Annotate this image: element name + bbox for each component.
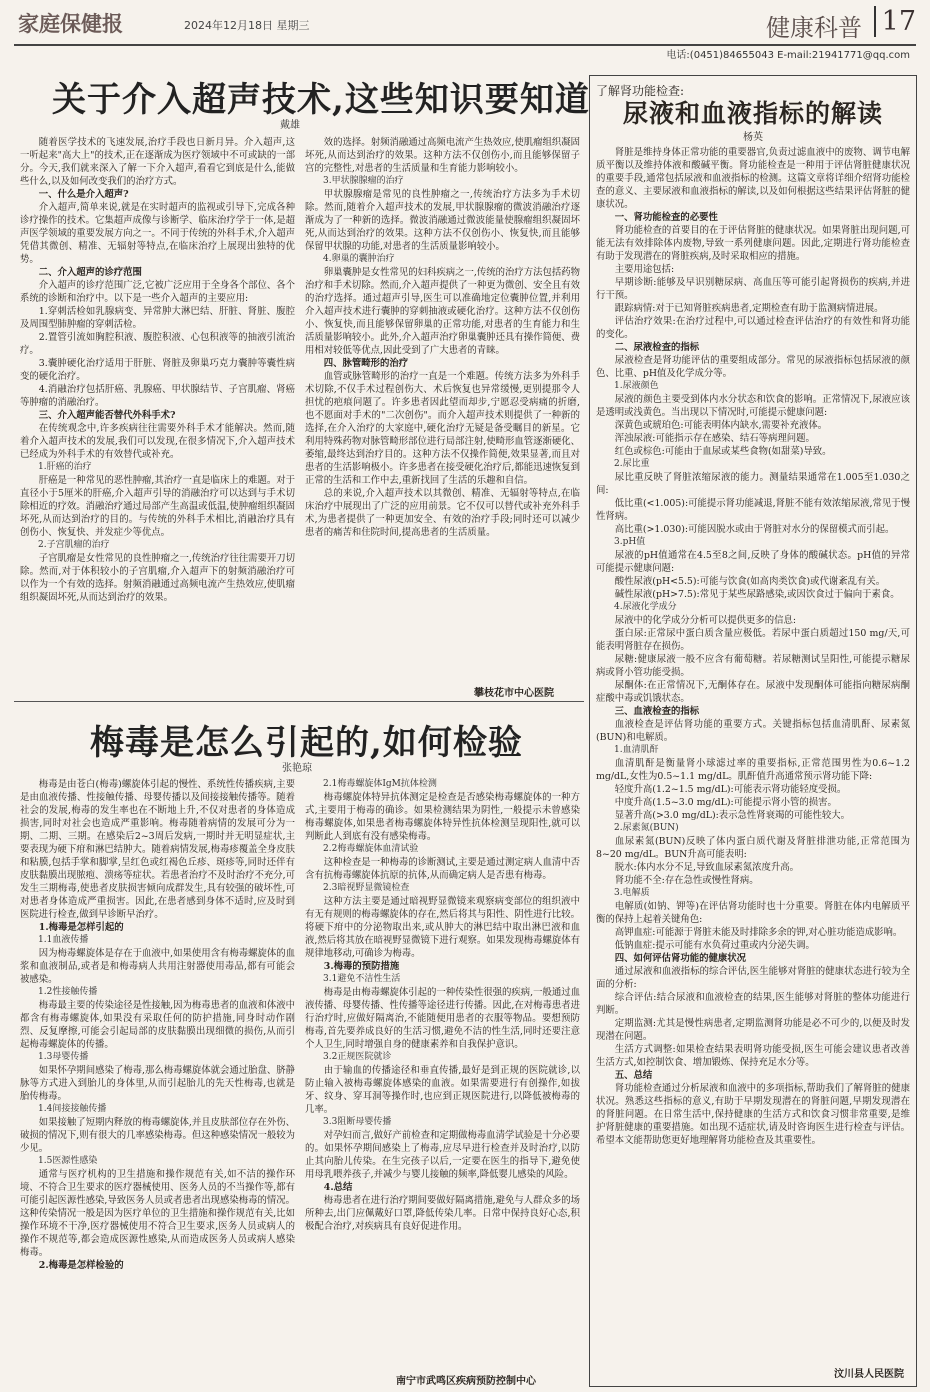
section-heading: 1.肝癌的治疗 — [38, 462, 92, 472]
section-heading: 1.尿液颜色 — [614, 381, 659, 391]
article-column — [20, 136, 295, 680]
section-heading: 4.总结 — [323, 1182, 353, 1193]
section-heading: 1.5医源性感染 — [38, 1156, 98, 1166]
paragraph: 尿比重反映了肾脏浓缩尿液的能力。测量结果通常在1.005至1.030之间: — [596, 472, 910, 496]
article-subtitle: 了解肾功能检查: — [596, 84, 685, 98]
contact-info: 电话:(0451)84655043 E-mail:21941771@qq.com — [666, 50, 910, 61]
paragraph: 效的选择。射频消融通过高频电流产生热效应,使肌瘤组织凝固坏死,从而达到治疗的效果。这种方法不仅创伤小,而且能够保留子宫的完整性,对患者的生活质量和生育能力影响较小。 — [305, 137, 580, 174]
paragraph: 如果怀孕期间感染了梅毒,那么梅毒螺旋体就会通过胎盘、脐静脉等方式进入到胎儿的身体里,从而引起胎儿的先天性梅毒,也就是胎传梅毒。 — [20, 1065, 295, 1102]
paragraph: 介入超声的诊疗范围广泛,它被广泛应用于全身各个部位、各个系统的诊断和治疗中。以下是一些介入超声的主要应用: — [20, 280, 295, 304]
paragraph: 血管或脉管畸形的治疗一直是一个难题。传统方法多为外科手术切除,不仅手术过程创伤大、术后恢复也异常缓慢,更别提那令人担忧的疤痕问题了。许多患者因此望而却步,宁愿忍受病痛的折磨,也不愿面对手术的"二次创伤"。而介入超声技术则提供了一种新的选择,在介入治疗的大家庭中,硬化治疗无疑是备受瞩目的新星。它利用特殊药物对脉管畸形部位进行局部注射,使畸形血管逐渐硬化、萎缩,最终达到治疗目的。这种方法不仅操作简便,效果显著,而且对患者的生活影响极小。许多患者在接受硬化治疗后,都能迅速恢复到正常的生活和工作中去,重新找回了生活的乐趣和自信。 — [305, 371, 580, 486]
section-heading: 2.3暗视野显微镜检查 — [323, 883, 410, 893]
paragraph: 红色或棕色:可能由于血尿或某些食物(如甜菜)导致。 — [614, 446, 832, 457]
paragraph: 高钾血症:可能源于肾脏未能及时排除多余的钾,对心脏功能造成影响。 — [614, 927, 903, 938]
paragraph: 肝癌是一种常见的恶性肿瘤,其治疗一直是临床上的难题。对于直径小于5厘米的肝癌,介入超声引导的消融治疗可以达到与手术切除相近的疗效。消融治疗通过局部产生高温或低温,使肿瘤组织凝固坏死,从而达到治疗的目的。与传统的外科手术相比,消融治疗具有创伤小、恢复快、并发症少等优点。 — [20, 475, 295, 538]
paragraph: 2.置管引流如胸腔积液、腹腔积液、心包积液等的抽液引流治疗。 — [20, 332, 295, 356]
section-heading: 3.2正规医院就诊 — [323, 1052, 392, 1062]
paragraph: 中度升高(1.5~3.0 mg/dL):可能提示肾小管的损害。 — [614, 797, 837, 808]
paragraph: 低比重(<1.005):可能提示肾功能减退,肾脏不能有效浓缩尿液,常见于慢性肾病。 — [596, 498, 910, 522]
paragraph: 这种方法主要是通过暗视野显微镜来观察病变部位的组织液中有无有规则的梅毒螺旋体的存在,然后将其与阳性、阴性进行比较。将硬下疳中的分泌物取出来,或从肿大的淋巴结中取出淋巴液和血液,然后将其放在暗视野显微镜下进行观察。如果发现梅毒螺旋体有规律地移动,可确诊为梅毒。 — [305, 896, 580, 959]
paragraph: 尿酮体:在正常情况下,无酮体存在。尿液中发现酮体可能指向糖尿病酮症酸中毒或饥饿状态。 — [596, 680, 910, 704]
article-syphilis — [14, 715, 584, 774]
paragraph: 这种检查是一种梅毒的诊断测试,主要是通过测定病人血清中否含有抗梅毒螺旋体抗原的抗体,从而确定病人是否患有梅毒。 — [305, 857, 580, 881]
paragraph: 肾脏是维持身体正常功能的重要器官,负责过滤血液中的废物、调节电解质平衡以及维持体液和酸碱平衡。肾功能检查是一种用于评估肾脏健康状况的重要手段,通常包括尿液和血液指标的检测。这篇文章将详细介绍肾功能检查的意义、主要尿液和血液指标的解读,以及如何根据这些结果评估肾脏的健康状况。 — [596, 147, 910, 210]
section-heading: 3.梅毒的预防措施 — [323, 961, 400, 972]
paragraph: 尿液中的化学成分分析可以提供更多的信息: — [614, 615, 797, 626]
paragraph: 高比重(>1.030):可能因脱水或由于肾脏对水分的保留模式而引起。 — [614, 524, 895, 535]
page-number: 17 — [874, 6, 916, 37]
paragraph: 梅毒患者在进行治疗期间要做好隔离措施,避免与人群众多的场所种去,出门应佩戴好口罩,降低传染几率。日常中保持良好心态,积极配合治疗,对疾病具有良好促进作用。 — [305, 1195, 580, 1232]
section-heading: 2.子宫肌瘤的治疗 — [38, 540, 110, 550]
article-affiliation: 攀枝花市中心医院 — [474, 688, 554, 699]
section-heading: 4.尿液化学成分 — [614, 602, 677, 612]
section-heading: 3.pH值 — [614, 537, 646, 547]
paragraph: 子宫肌瘤是女性常见的良性肿瘤之一,传统治疗往往需要开刀切除。然而,对于体积较小的子宫肌瘤,介入超声下的射频消融治疗可以作为一个有效的选择。射频消融通过高频电流产生热效应,使肌瘤组织凝固坏死,从而达到治疗的效果。 — [20, 553, 295, 603]
article-column — [305, 136, 580, 680]
paragraph: 卵巢囊肿是女性常见的妇科疾病之一,传统的治疗方法包括药物治疗和手术切除。然而,介入超声提供了一种更为微创、安全且有效的治疗选择。通过超声引导,医生可以准确地定位囊肿位置,并利用介入超声技术进行囊肿的穿刺抽液或硬化治疗。这种方法不仅创伤小、恢复快,而且能够保留卵巢的正常功能,对患者的生育能力和生活质量影响较小。此外,介入超声治疗卵巢囊肿还具有操作简便、费用相对较低等优点,因此受到了广大患者的青睐。 — [305, 267, 580, 356]
paragraph: 通过尿液和血液指标的综合评估,医生能够对肾脏的健康状态进行较为全面的分析: — [596, 966, 910, 990]
paragraph: 血尿素氮(BUN)反映了体内蛋白质代谢及肾脏排泄功能,正常范围为8~20 mg/dL。BUN升高可能表明: — [596, 836, 910, 860]
article-body — [20, 136, 580, 680]
section-heading: 二、介入超声的诊疗范围 — [38, 267, 142, 278]
paragraph: 肾功能不全:存在急性或慢性肾病。 — [614, 875, 759, 886]
section-title: 健康科普 — [766, 14, 862, 42]
paragraph: 轻度升高(1.2~1.5 mg/dL):可能表示肾功能轻度受损。 — [614, 784, 847, 795]
section-heading: 三、介入超声能否替代外科手术? — [38, 410, 176, 421]
paragraph: 由于输血的传播途径和垂直传播,最好是到正规的医院就诊,以防止输入被梅毒螺旋体感染的血液。如果需要进行有创操作,如拔牙、纹身、穿耳洞等操作时,也应到正规医院进行,以降低被梅毒的几率。 — [305, 1065, 580, 1115]
section-heading: 2.2梅毒螺旋体血清试验 — [323, 844, 419, 854]
page-header — [14, 6, 916, 46]
article-title: 梅毒是怎么引起的,如何检验 — [90, 723, 523, 763]
paragraph: 因为梅毒螺旋体是存在于血液中,如果使用含有梅毒螺旋体的血浆和血液制品,或者是和梅毒病人共用注射器使用毒品,都有可能会被感染。 — [20, 948, 295, 985]
section-heading: 2.梅毒是怎样检验的 — [38, 1260, 124, 1271]
article-kidney-function — [589, 75, 917, 1387]
section-heading: 三、血液检查的指标 — [614, 706, 700, 717]
paragraph: 血清肌酐是衡量肾小球滤过率的重要指标,正常范围男性为0.6~1.2 mg/dL,女性为0.5~1.1 mg/dL。肌酐值升高通常预示肾功能下降: — [596, 758, 910, 782]
paragraph: 生活方式调整:如果检查结果表明肾功能受损,医生可能会建议患者改善生活方式,如控制饮食、增加锻炼、保持充足水分等。 — [596, 1044, 910, 1068]
paragraph: 低钠血症:提示可能有水负荷过重或内分泌失调。 — [614, 940, 815, 951]
masthead: 家庭保健报 — [18, 11, 123, 36]
article-body — [596, 146, 910, 1358]
section-heading: 1.2性接触传播 — [38, 987, 98, 997]
paragraph: 4.消融治疗包括肝癌、乳腺癌、甲状腺结节、子宫肌瘤、肾癌等肿瘤的消融治疗。 — [20, 384, 295, 408]
section-heading: 五、总结 — [614, 1070, 653, 1081]
article-author: 张艳琼 — [282, 763, 312, 774]
paragraph: 3.囊肿硬化治疗适用于肝脏、肾脏及卵巢巧克力囊肿等囊性病变的硬化治疗。 — [20, 358, 295, 382]
section-heading: 2.尿比重 — [614, 459, 650, 469]
section-heading: 四、脉管畸形的治疗 — [323, 358, 409, 369]
paragraph: 肾功能检查通过分析尿液和血液中的多项指标,帮助我们了解肾脏的健康状况。熟悉这些指标的意义,有助于早期发现潜在的肾脏问题,早期发现潜在的肾脏问题。在日常生活中,保持健康的生活方式和饮食习惯非常重要,是维护肾脏健康的重要措施。如出现不适症状,请及时咨询医生进行检查与评估。希望本文能帮助您更好地理解肾功能检查及其重要性。 — [596, 1083, 910, 1146]
section-heading: 3.3阻断母婴传播 — [323, 1117, 392, 1127]
article-author: 戴雄 — [280, 120, 300, 131]
section-heading: 1.4间接接触传播 — [38, 1104, 107, 1114]
paragraph: 脱水:体内水分不足,导致血尿素氮浓度升高。 — [614, 862, 800, 873]
article-affiliation: 南宁市武鸣区疾病预防控制中心 — [396, 1376, 536, 1387]
paragraph: 早期诊断:能够及早识别糖尿病、高血压等可能引起肾损伤的疾病,并进行干预。 — [596, 277, 910, 301]
section-heading: 3.甲状腺腺瘤的治疗 — [323, 176, 404, 186]
article-column — [305, 778, 580, 1370]
section-heading: 2.1梅毒螺旋体IgM抗体检测 — [323, 779, 437, 789]
article-affiliation: 汶川县人民医院 — [834, 1369, 904, 1380]
article-title: 尿液和血液指标的解读 — [622, 99, 883, 128]
paragraph: 随着医学技术的飞速发展,治疗手段也日新月异。介入超声,这一听起来"高大上"的技术,正在逐渐成为医疗领域中不可或缺的一部分。今天,我们就来深入了解一下介入超声,看看它到底是什么,能做些什么,以及如何改变我们的治疗方式。 — [20, 137, 295, 187]
section-heading: 二、尿液检查的指标 — [614, 342, 700, 353]
section-heading: 1.3母婴传播 — [38, 1052, 89, 1062]
section-heading: 一、什么是介入超声? — [38, 189, 129, 200]
section-heading: 3.电解质 — [614, 888, 650, 898]
paragraph: 总的来说,介入超声技术以其微创、精准、无辐射等特点,在临床治疗中展现出了广泛的应用前景。它不仅可以替代或补充外科手术,为患者提供了一种更加安全、有效的治疗手段;同时还可以减少患者的痛苦和住院时间,提高患者的生活质量。 — [305, 488, 580, 538]
paragraph: 尿液检查是肾功能评估的重要组成部分。常见的尿液指标包括尿液的颜色、比重、pH值及化学成分等。 — [596, 355, 910, 379]
paragraph: 梅毒螺旋体特异抗体测定是检查是否感染梅毒螺旋体的一种方式,主要用于梅毒的确诊。如果检测结果为阴性,一般提示未曾感染梅毒螺旋体,如果患者梅毒螺旋体特异性抗体检测呈现阳性,就可以判断此人到底有没有感染梅毒。 — [305, 792, 580, 842]
paragraph: 介入超声,简单来说,就是在实时超声的监视或引导下,完成各种诊疗操作的技术。它集超声成像与诊断学、临床治疗学于一体,是超声医学领域的重要发展方向之一。不同于传统的外科手术,介入超声凭借其微创、精准、无辐射等特点,在临床治疗上展现出独特的优势。 — [20, 202, 295, 265]
paragraph: 尿液的颜色主要受到体内水分状态和饮食的影响。正常情况下,尿液应该是透明或浅黄色。当出现以下情况时,可能提示健康问题: — [596, 394, 910, 418]
paragraph: 在传统观念中,许多疾病往往需要外科手术才能解决。然而,随着介入超声技术的发展,我们可以发现,在很多情况下,介入超声技术已经成为外科手术的有效替代或补充。 — [20, 423, 295, 460]
section-heading: 1.梅毒是怎样引起的 — [38, 922, 124, 933]
paragraph: 1.穿刺活检如乳腺病变、异常肿大淋巴结、肝脏、肾脏、腹腔及周围型肺肿瘤的穿刺活检。 — [20, 306, 295, 330]
section-heading: 四、如何评估肾功能的健康状况 — [614, 953, 747, 964]
paragraph: 碱性尿液(pH>7.5):常见于某些尿路感染,或因饮食过于偏向于素食。 — [614, 589, 900, 600]
section-heading: 4.卵巢的囊肿治疗 — [323, 254, 395, 264]
section-heading: 1.血清肌酐 — [614, 745, 659, 755]
paragraph: 跟踪病情:对于已知肾脏疾病患者,定期检查有助于监测病情进展。 — [614, 303, 884, 314]
section-heading: 2.尿素氮(BUN) — [614, 823, 679, 833]
paragraph: 梅毒最主要的传染途径是性接触,因为梅毒患者的血液和体液中都含有梅毒螺旋体,如果没有采取任何的防护措施,同身时动作剧烈、反复摩擦,可能会引起局部的皮肤黏膜出现细微的损伤,从而引起梅毒螺旋体的传播。 — [20, 1000, 295, 1050]
paragraph: 浑浊尿液:可能指示存在感染、结石等病理问题。 — [614, 433, 815, 444]
paragraph: 甲状腺腺瘤是常见的良性肿瘤之一,传统治疗方法多为手术切除。然而,随着介入超声技术的发展,甲状腺腺瘤的微波消融治疗逐渐成为了一种新的选择。微波消融通过微波能量使腺瘤组织凝固坏死,从而达到治疗的效果。这种方法不仅创伤小、恢复快,而且能够保留甲状腺的功能,对患者的生活质量影响较小。 — [305, 189, 580, 252]
paragraph: 电解质(如钠、钾等)在评估肾功能时也十分重要。肾脏在体内电解质平衡的保持上起着关键角色: — [596, 901, 910, 925]
paragraph: 评估治疗效果:在治疗过程中,可以通过检查评估治疗的有效性和肾功能的变化。 — [596, 316, 910, 340]
paragraph: 对孕妇而言,做好产前检查和定期做梅毒血清学试验是十分必要的。如果怀孕期间感染上了梅毒,应尽早进行检查并及时治疗,以防止其向胎儿传染。在生完孩子以后,一定要在医生的指导下,避免使用母乳喂养孩子,并减少与婴儿接触的频率,降低婴儿感染的风险。 — [305, 1130, 580, 1180]
issue-date: 2024年12月18日 星期三 — [184, 19, 310, 32]
paragraph: 蛋白尿:正常尿中蛋白质含量应极低。若尿中蛋白质超过150 mg/天,可能表明肾脏存在损伤。 — [596, 628, 910, 652]
paragraph: 肾功能检查的首要目的在于评估肾脏的健康状况。如果肾脏出现问题,可能无法有效排除体内废物,导致一系列健康问题。因此,定期进行肾功能检查有助于发现潜在的肾脏疾病,及时采取相应的措施。 — [596, 225, 910, 262]
section-heading: 1.1血液传播 — [38, 935, 89, 945]
article-author: 杨英 — [743, 132, 763, 143]
paragraph: 梅毒是由苍白(梅毒)螺旋体引起的慢性、系统性传播疾病,主要是由血液传播、性接触传播、母婴传播以及间接接触传播等。随着社会的发展,梅毒的发生率也在不断地上升,不仅对患者的身体造成损害,同时对社会也造成严重影响。梅毒随着病情的发展可分为一期、二期、三期。在感染后2~3周后发病,一期时并无明显症状,主要表现为硬下疳和淋巴结肿大。随着病情发展,梅毒疹覆盖全身皮肤和粘膜,包括手掌和脚掌,呈红色或红褐色丘疹、斑疹等,同时还伴有皮肤黏膜出现脓疱、溃疡等症状。若患者治疗不及时治疗不充分,可发生三期梅毒,使患者皮肤损害倾向成群发生,具有较强的破坏性,可对患者身体造成严重损害。因此,在患者感到身体不适时,应及时到医院进行检查,做到早诊断早治疗。 — [20, 779, 295, 920]
section-heading: 3.1避免不洁性生活 — [323, 974, 401, 984]
article-column — [596, 146, 910, 1358]
paragraph: 如果接触了短期内释放的梅毒螺旋体,并且皮肤部位存在外伤、破损的情况下,则有很大的几率感染梅毒。但这种感染情况一般较为少见。 — [20, 1117, 295, 1154]
paragraph: 显著升高(>3.0 mg/dL):表示急性肾衰竭的可能性较大。 — [614, 810, 851, 821]
paragraph: 酸性尿液(pH<5.5):可能与饮食(如高肉类饮食)或代谢紊乱有关。 — [614, 576, 886, 587]
article-body — [20, 778, 580, 1370]
article-title: 关于介入超声技术,这些知识要知道 — [52, 80, 590, 120]
paragraph: 综合评估:结合尿液和血液检查的结果,医生能够对肾脏的整体功能进行判断。 — [596, 992, 910, 1016]
section-heading: 一、肾功能检查的必要性 — [614, 212, 718, 223]
paragraph: 深黄色或琥珀色:可能表明体内缺水,需要补充液体。 — [614, 420, 828, 431]
paragraph: 尿液的pH值通常在4.5至8之间,反映了身体的酸碱状态。pH值的异常可能提示健康问题: — [596, 550, 910, 574]
article-divider — [14, 701, 584, 702]
paragraph: 尿糖:健康尿液一般不应含有葡萄糖。若尿糖测试呈阳性,可能提示糖尿病或肾小管功能受损。 — [596, 654, 910, 678]
paragraph: 通常与医疗机构的卫生措施和操作规范有关,如不洁的操作环境、不符合卫生要求的医疗器械使用、医务人员的不当操作等,都有可能引起医源性感染,导致医务人员或者患者出现感染梅毒的情况。这种传染情况一般是因为医疗单位的卫生措施和操作规范有关,比如操作环境不干净,医疗器械使用不符合卫生要求,医务人员或病人的操作不规范等,都会造成医源性感染,从而造成医务人员或病人感染梅毒。 — [20, 1169, 295, 1258]
paragraph: 定期监测:尤其是慢性病患者,定期监测肾功能是必不可少的,以便及时发现潜在问题。 — [596, 1018, 910, 1042]
paragraph: 血液检查是评估肾功能的重要方式。关键指标包括血清肌酐、尿素氮(BUN)和电解质。 — [596, 719, 910, 743]
article-intervention-ultrasound — [14, 72, 590, 131]
article-column — [20, 778, 295, 1370]
paragraph: 主要用途包括: — [614, 264, 675, 275]
paragraph: 梅毒是由梅毒螺旋体引起的一种传染性很强的疾病,一般通过血液传播、母婴传播、性传播等途径进行传播。因此,在对梅毒患者进行治疗时,应做好隔离治,不能随便用患者的衣服等物品。要想预防梅毒,首先要养成良好的生活习惯,避免不洁的性生活,同时还要注意个人卫生,同时增强自身的健康素养和自我保护意识。 — [305, 987, 580, 1050]
